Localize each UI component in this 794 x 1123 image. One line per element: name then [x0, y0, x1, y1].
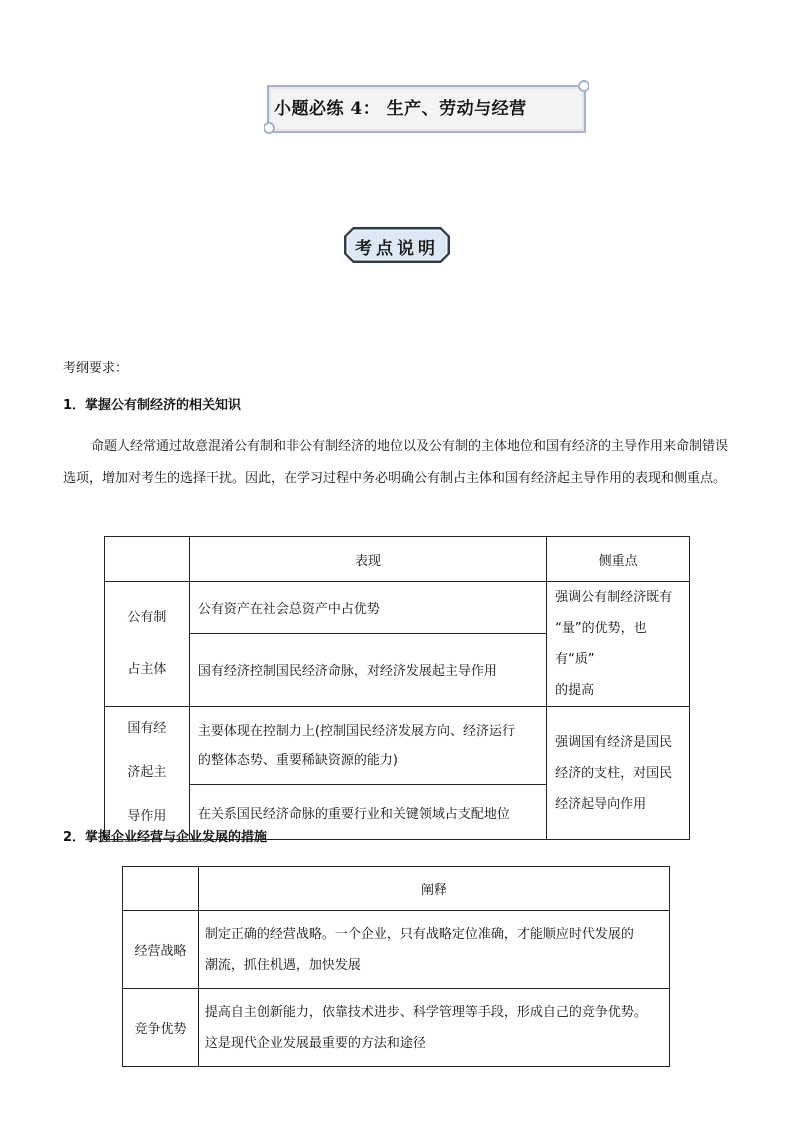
row-label: 经营战略	[123, 911, 199, 989]
focus-cell	[547, 582, 690, 707]
syllabus-label: 考纲要求：	[63, 361, 129, 376]
table-cell	[198, 989, 669, 1067]
section1-heading: 1．掌握公有制经济的相关知识	[63, 398, 242, 413]
table-cell: 公有资产在社会总资产中占优势	[189, 582, 546, 634]
table-header-row	[123, 867, 670, 911]
focus-line: 经济起导向作用	[555, 796, 647, 812]
table-row	[123, 911, 670, 989]
focus-line: “量”的优势，也有“质”	[555, 621, 647, 667]
row-label	[105, 582, 190, 707]
cell-line: 这是现代企业发展最重要的方法和途径	[204, 1035, 426, 1051]
table-header-cell: 表现	[189, 537, 546, 582]
enterprise-table	[122, 866, 670, 1067]
row-label-line: 占主体	[127, 662, 167, 677]
focus-line: 经济的支柱，对国民	[555, 765, 673, 781]
table-header-cell	[123, 867, 199, 911]
cell-line: 潮流，抓住机遇，加快发展	[204, 957, 361, 973]
row-label-line: 国有经	[127, 721, 167, 736]
section1-paragraph: 命题人经常通过故意混淆公有制和非公有制经济的地位以及公有制的主体地位和国有经济的主导作用来命制错误选项，增加对考生的选择干扰。因此，在学习过程中务必明确公有制占主体和国有经济起主导作用的表现和侧重点。	[63, 439, 729, 486]
focus-line: 的提高	[555, 683, 595, 698]
cell-line: 主要体现在控制力上(控制国民经济发展方向、经济运行	[197, 723, 515, 739]
focus-line: 强调公有制经济既有	[555, 590, 673, 605]
badge-label: 考点说明	[355, 239, 439, 259]
page-title: 小题必练 4： 生产、劳动与经营	[274, 99, 527, 119]
row-label: 竞争优势	[123, 989, 199, 1067]
row-label	[105, 707, 190, 840]
table-header-cell: 侧重点	[547, 537, 690, 582]
section2-heading: 2．掌握企业经营与企业发展的措施	[63, 830, 268, 845]
row-label-line: 济起主	[127, 765, 167, 780]
focus-cell	[547, 707, 690, 840]
table-row	[105, 707, 690, 785]
table-cell: 在关系国民经济命脉的重要行业和关键领域占支配地位	[189, 785, 546, 840]
table-cell	[189, 707, 546, 785]
section-badge	[343, 226, 451, 264]
ownership-table	[104, 536, 690, 840]
focus-line: 强调国有经济是国民	[555, 734, 673, 750]
table-cell: 国有经济控制国民经济命脉，对经济发展起主导作用	[189, 633, 546, 706]
table-row	[123, 989, 670, 1067]
row-label-line: 公有制	[127, 610, 167, 625]
table-row	[105, 582, 690, 634]
cell-line: 提高自主创新能力，依靠技术进步、科学管理等手段，形成自己的竞争优势。	[204, 1004, 647, 1020]
table-header-cell	[105, 537, 190, 582]
table-header-row	[105, 537, 690, 582]
table-cell	[198, 911, 669, 989]
table-header-cell: 阐释	[198, 867, 669, 911]
cell-line: 的整体态势、重要稀缺资源的能力)	[197, 752, 398, 768]
cell-line: 制定正确的经营战略。一个企业，只有战略定位准确，才能顺应时代发展的	[204, 926, 634, 942]
title-banner	[264, 80, 589, 134]
row-label-line: 导作用	[127, 809, 167, 824]
